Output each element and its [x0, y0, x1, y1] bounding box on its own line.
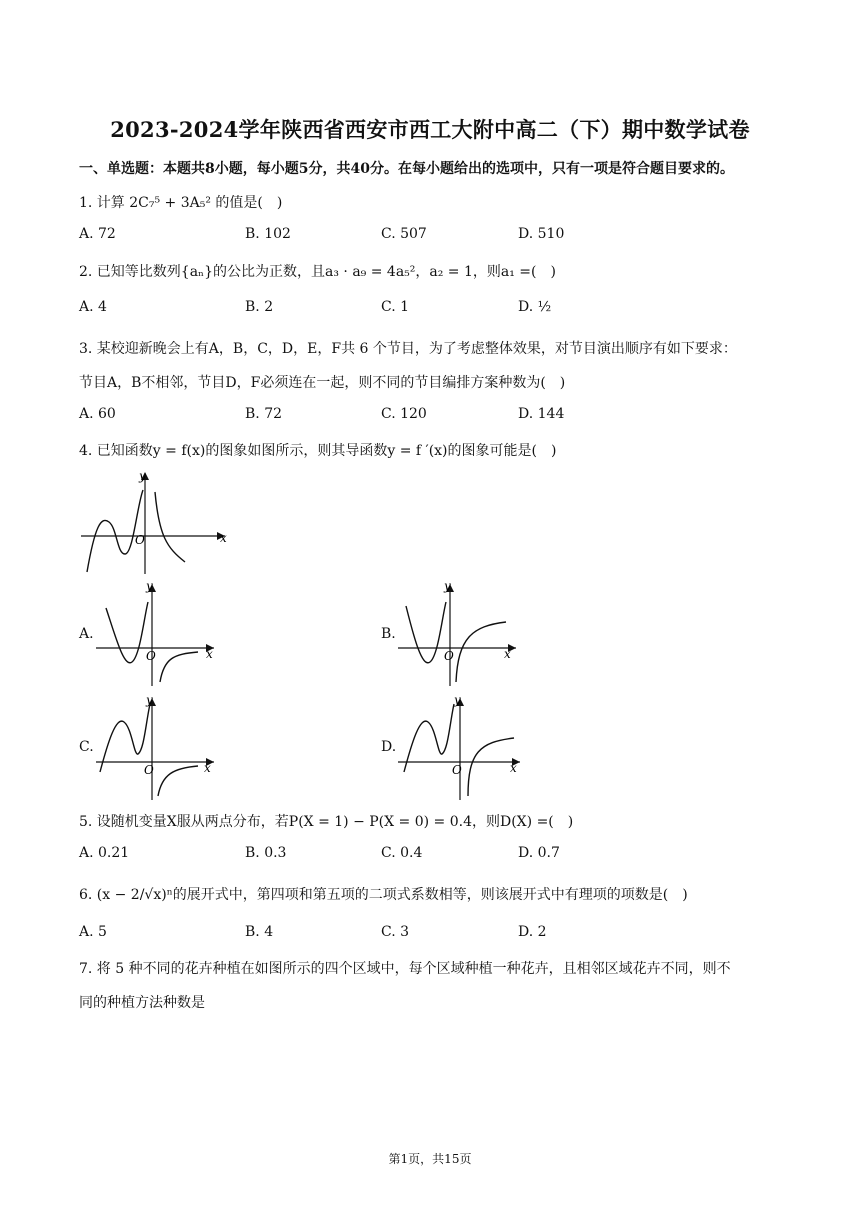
svg-text:x: x	[204, 761, 211, 775]
svg-text:O: O	[452, 763, 462, 777]
x-axis-label: x	[220, 531, 227, 545]
q4-option-a-label: A.	[79, 626, 94, 642]
svg-text:O: O	[144, 763, 154, 777]
question-7-stem-line2: 同的种植方法种数是	[79, 995, 205, 1011]
q1-option-c: C. 507	[381, 226, 427, 242]
question-3-stem-line2: 节目A，B不相邻，节目D，F必须连在一起，则不同的节目编排方案种数为( )	[79, 375, 566, 391]
svg-text:y: y	[454, 693, 461, 707]
q4-option-d-label: D.	[381, 739, 397, 755]
q6-option-d: D. 2	[518, 924, 547, 940]
q1-option-d: D. 510	[518, 226, 565, 242]
q4-option-a-graph	[94, 578, 224, 688]
q5-option-a: A. 0.21	[79, 845, 130, 861]
question-7-stem-line1: 7. 将 5 种不同的花卉种植在如图所示的四个区域中，每个区域种植一种花卉，且相邻区域花卉不同，则不	[79, 961, 731, 977]
question-1-stem: 1. 计算 2C₇⁵ + 3A₅² 的值是( )	[79, 195, 283, 211]
svg-text:x: x	[510, 761, 517, 775]
page-footer: 第1页，共15页	[388, 1152, 472, 1166]
question-4-stem: 4. 已知函数y = f(x)的图象如图所示，则其导函数y = f ′(x)的图象可能是( )	[79, 443, 557, 459]
q2-option-d: D. ½	[518, 299, 552, 315]
q4-option-b-label: B.	[381, 626, 396, 642]
question-5-stem: 5. 设随机变量X服从两点分布，若P(X = 1) − P(X = 0) = 0.4，则D(X) =( )	[79, 814, 574, 830]
q6-option-a: A. 5	[79, 924, 107, 940]
q3-option-b: B. 72	[245, 406, 283, 422]
q4-option-d-graph	[396, 692, 526, 802]
q3-option-a: A. 60	[79, 406, 116, 422]
y-axis-label: y	[139, 469, 146, 483]
q2-option-c: C. 1	[381, 299, 410, 315]
svg-text:y: y	[444, 579, 451, 593]
q5-option-d: D. 0.7	[518, 845, 560, 861]
q5-option-c: C. 0.4	[381, 845, 423, 861]
q4-option-c-graph	[94, 692, 224, 802]
q3-option-c: C. 120	[381, 406, 427, 422]
section-heading: 一、单选题：本题共8小题，每小题5分，共40分。在每小题给出的选项中，只有一项是符合题目要求的。	[79, 161, 734, 177]
origin-label: O	[135, 533, 145, 547]
q1-option-a: A. 72	[79, 226, 116, 242]
svg-text:O: O	[146, 649, 156, 663]
svg-text:x: x	[504, 647, 511, 661]
q6-option-b: B. 4	[245, 924, 274, 940]
q4-option-b-graph	[396, 578, 526, 688]
q4-function-graph	[79, 466, 239, 578]
q6-option-c: C. 3	[381, 924, 410, 940]
svg-text:y: y	[146, 579, 153, 593]
question-6-stem: 6. (x − 2/√x)ⁿ的展开式中，第四项和第五项的二项式系数相等，则该展开式中有理项的项数是( )	[79, 887, 688, 903]
question-3-stem-line1: 3. 某校迎新晚会上有A，B，C，D，E，F共 6 个节目，为了考虑整体效果，对节目演出顺序有如下要求：	[79, 341, 737, 357]
svg-text:y: y	[146, 693, 153, 707]
page-title: 2023-2024学年陕西省西安市西工大附中高二（下）期中数学试卷	[110, 117, 750, 142]
q3-option-d: D. 144	[518, 406, 565, 422]
q5-option-b: B. 0.3	[245, 845, 287, 861]
svg-text:x: x	[206, 647, 213, 661]
q1-option-b: B. 102	[245, 226, 291, 242]
svg-text:O: O	[444, 649, 454, 663]
q4-option-c-label: C.	[79, 739, 94, 755]
question-2-stem: 2. 已知等比数列{aₙ}的公比为正数，且a₃ · a₉ = 4a₅²，a₂ = 1，则a₁ =( )	[79, 264, 556, 280]
q2-option-a: A. 4	[79, 299, 107, 315]
q2-option-b: B. 2	[245, 299, 274, 315]
